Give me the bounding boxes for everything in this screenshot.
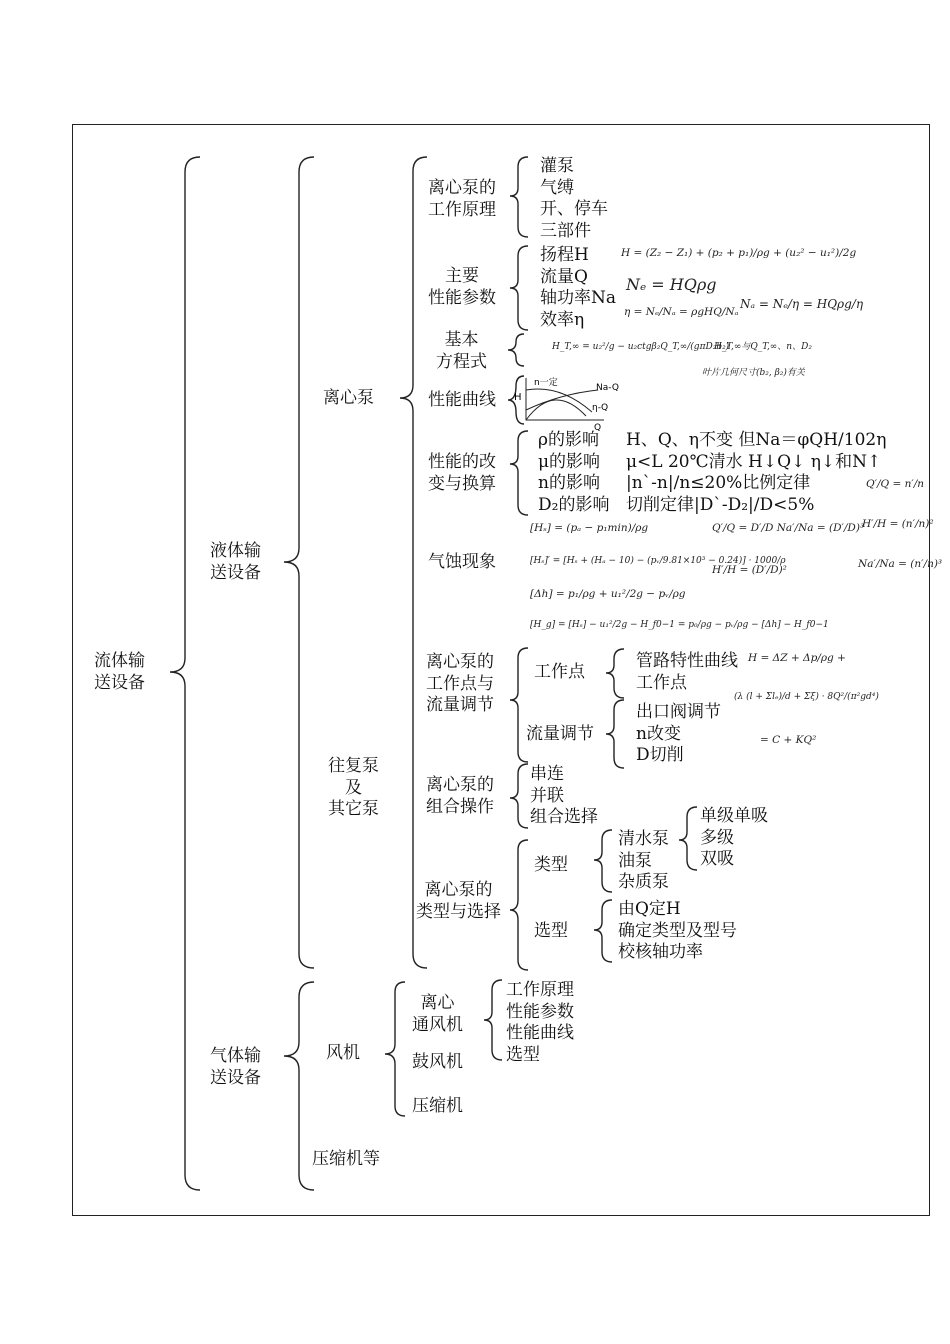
topic-basic-equation: 基本 方程式	[436, 330, 487, 372]
list-item: 确定类型及型号	[618, 920, 737, 941]
list-item: 管路特性曲线	[636, 651, 738, 671]
fan-label: 风机	[326, 1043, 360, 1063]
formula-head: H = (Z₂ − Z₁) + (p₂ + p₁)/ρg + (u₂² − u₁²)/2g	[621, 247, 857, 259]
gas-transport: 气体输 送设备	[210, 1046, 261, 1088]
basic-note-2: 叶片几何尺寸(b₂, β₂)有关	[702, 368, 805, 378]
change-rules	[626, 430, 886, 516]
list-item: μ的影响	[538, 451, 601, 472]
formula-pipe-3: = C + KQ²	[760, 734, 817, 746]
principle-list	[540, 156, 608, 242]
list-item: 切削定律|D`-D₂|/D<5%	[626, 494, 815, 515]
selection-items	[618, 899, 737, 964]
change-factors	[538, 430, 609, 516]
list-item: 单级单吸	[700, 806, 768, 826]
list-item: ρ的影响	[538, 430, 599, 450]
list-item: 流量Q	[540, 266, 588, 287]
compressor-label: 压缩机	[412, 1096, 463, 1116]
params-list	[540, 245, 616, 331]
topic-operating-point: 离心泵的 工作点与 流量调节	[426, 652, 494, 715]
curve-label-eta: η-Q	[592, 403, 609, 413]
curve-label-h: H	[514, 392, 522, 403]
list-item: 扬程H	[540, 245, 589, 265]
formula-cut-2: H′/H = (D′/D)²	[712, 564, 787, 576]
formula-hs: [Hₛ] = (pₐ − p₁min)/ρg	[530, 522, 649, 534]
formula-prop-na: Na′/Na = (n′/n)³	[858, 558, 943, 570]
list-item: H、Q、η不变 但Na＝φQH/102η	[626, 430, 887, 450]
formula-na: Nₐ = Nₑ/η = HQρg/η	[740, 297, 864, 311]
list-item: 油泵	[618, 850, 652, 871]
list-item: 轴功率Na	[540, 288, 617, 308]
reciprocating-pump-label: 往复泵 及 其它泵	[328, 756, 379, 819]
list-item: |n`-n|/n≤20%比例定律	[626, 473, 811, 493]
list-item: 工作点	[636, 672, 687, 693]
curve-label-na: Na-Q	[596, 383, 619, 393]
compressor-etc-label: 压缩机等	[312, 1149, 380, 1169]
curve-label-q: Q	[594, 423, 602, 432]
list-item: 效率η	[540, 309, 585, 330]
list-item: 灌泵	[540, 156, 574, 176]
flow-regulation-label: 流量调节	[526, 724, 594, 744]
formula-cut-1: Q′/Q = D′/D Na′/Na = (D′/D)³	[712, 522, 865, 534]
formula-basic-eq: H_T,∞ = u₂²/g − u₂ctgβ₂Q_T,∞/(gπD₂b₂)	[552, 342, 730, 352]
pump-type-label: 类型	[534, 855, 568, 875]
list-item: 由Q定H	[618, 899, 681, 919]
formula-pipe-1: H = ΔZ + Δp/ρg +	[748, 652, 846, 664]
list-item: 性能参数	[506, 1001, 574, 1022]
selection-label: 选型	[534, 921, 568, 941]
liquid-transport: 液体输 送设备	[210, 541, 261, 583]
combination-list	[530, 764, 598, 829]
list-item: 气缚	[540, 177, 574, 198]
blower-label: 鼓风机	[412, 1052, 463, 1072]
topic-performance-curve: 性能曲线	[428, 390, 496, 410]
diagram-frame	[72, 124, 930, 1216]
list-item: 双吸	[700, 849, 734, 869]
list-item: 校核轴功率	[618, 942, 703, 962]
root-title: 流体输 送设备	[94, 651, 145, 693]
basic-note-1: H_T,∞与Q_T,∞、n、D₂	[714, 342, 812, 352]
centrifugal-fan-items	[506, 980, 574, 1066]
list-item: 串连	[530, 764, 564, 784]
list-item: 三部件	[540, 220, 591, 241]
clear-water-items	[700, 806, 768, 871]
topic-combination: 离心泵的 组合操作	[426, 775, 494, 817]
operating-point-label: 工作点	[534, 662, 585, 682]
list-item: 杂质泵	[618, 872, 669, 892]
formula-hs-corrected: [Hₛ]′ = [Hₛ + (Hₐ − 10) − (pᵥ/9.81×10³ − 0.24)] · 1000/ρ	[530, 556, 786, 566]
topic-type-selection: 离心泵的 类型与选择	[416, 880, 501, 922]
list-item: n改变	[636, 723, 681, 744]
formula-npsh: [Δh] = p₁/ρg + u₁²/2g − pᵥ/ρg	[530, 588, 686, 600]
flow-regulation-items	[636, 702, 721, 767]
formula-prop-q: Q′/Q = n′/n	[866, 478, 925, 490]
formula-eta: η = Nₑ/Nₐ = ρgHQ/Nₐ	[624, 306, 739, 318]
curve-eta-q	[526, 400, 586, 420]
formula-pipe-2: (λ (l + Σlₑ)/d + Σξ) · 8Q²/(π²gd⁴)	[734, 692, 879, 702]
list-item: 开、停车	[540, 199, 608, 219]
centrifugal-fan-label: 离心 通风机	[412, 993, 463, 1035]
topic-performance-params: 主要 性能参数	[428, 266, 496, 308]
list-item: 组合选择	[530, 807, 598, 827]
list-item: 性能曲线	[506, 1023, 574, 1043]
operating-point-items	[636, 651, 738, 694]
list-item: μ<L 20℃清水 H↓Q↓ η↓和N↑	[626, 451, 882, 472]
formula-ne: Nₑ = HQρg	[626, 275, 717, 294]
topic-change-conversion: 性能的改 变与换算	[428, 452, 496, 494]
mini-performance-curve	[512, 376, 620, 432]
curve-label-n: n一定	[534, 378, 558, 388]
list-item: D₂的影响	[538, 494, 610, 515]
list-item: D切削	[636, 745, 684, 765]
list-item: 清水泵	[618, 829, 669, 849]
list-item: 出口阀调节	[636, 702, 721, 722]
list-item: 工作原理	[506, 980, 574, 1000]
list-item: 并联	[530, 785, 564, 806]
list-item: 选型	[506, 1044, 540, 1065]
centrifugal-pump-label: 离心泵	[323, 388, 374, 408]
list-item: n的影响	[538, 473, 600, 493]
topic-cavitation: 气蚀现象	[428, 552, 496, 572]
pump-type-items	[618, 829, 669, 894]
topic-working-principle: 离心泵的 工作原理	[428, 178, 496, 220]
list-item: 多级	[700, 827, 734, 848]
formula-prop-h: H′/H = (n′/n)²	[862, 518, 934, 530]
formula-hg: [H_g] = [Hₛ] − u₁²/2g − H_f0−1 = p₀/ρg − pᵥ/ρg − [Δh] − H_f0−1	[530, 620, 829, 630]
